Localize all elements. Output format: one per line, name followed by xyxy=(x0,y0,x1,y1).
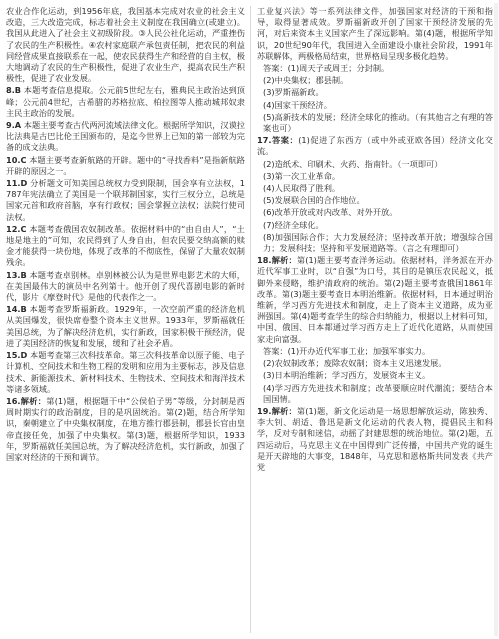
page-edge xyxy=(494,3,498,636)
answer-text xyxy=(257,75,493,86)
question-number: 9.A xyxy=(6,120,22,131)
entry-text: (4)学习西方先进技术和制度；改革要顺应时代潮流；要结合本国国情。 xyxy=(263,382,493,404)
answer-text xyxy=(257,159,493,170)
answer-text xyxy=(257,195,493,206)
entry-text: 本题考查卓别林。卓别林被公认为是世界电影艺术的大师，在美国最伟大的演员中名列第十。他开创了现代喜剧电影的新时代，影片《摩登时代》是他的代表作之一。 xyxy=(6,269,245,303)
question-number: 11.D xyxy=(6,178,28,189)
answer-entry xyxy=(6,155,245,177)
entry-text: 第(1)题，根据题干中“公侯伯子男”等级，分封制是西周时期实行的政治制度，目的是巩固统治。第(2)题，结合所学知识，秦朝建立了中央集权制度，在地方推行郡县制，郡县长官由皇帝直接任免，加强了中央集权。第(3)题，根据所学知识，1933年，罗斯福就任美国总统，为了解决经济危机，实行新政，加强了国家对经济的干预和调节。 xyxy=(6,395,245,462)
answer-entry xyxy=(6,224,245,269)
answer-text xyxy=(257,87,493,98)
answer-text xyxy=(257,346,493,357)
answer-text xyxy=(257,63,493,74)
entry-text: (1)促进了东西方（或中外或亚欧各国）经济文化交流。 xyxy=(257,135,493,157)
entry-text: 第(1)题主要考查洋务运动。依据材料，洋务派在开办近代军事工业时，以“自强”为口号，其目的是镇压农民起义，抵御外来侵略，维护清政府的统治。第(2)题主要考查俄国1861年改革。第(3)题主要考查日本明治维新。依据材料，日本通过明治维新，学习西方先进技术和制度，走上了资本主义道路，成为亚洲强国。第(4)题考查学生的综合归纳能力，根据以上材料可知，中国、俄国、日本都通过学习西方走上了近代化道路，从而使国家走向富强。 xyxy=(257,255,493,344)
question-number: 15.D xyxy=(6,350,28,361)
column-divider xyxy=(250,6,251,633)
entry-text: (2)农奴制改革；废除农奴制；资本主义迅速发展。 xyxy=(263,358,447,369)
entry-text: (2)中央集权；郡县制。 xyxy=(263,75,349,86)
entry-text: 本题考查俄国农奴制改革。依据材料中的“由自由人”，“土地是地主的”可知，农民得到了人身自由，但农民要交纳高额的赎金才能获得一块份地，体现了改革的不彻底性，保留了大量农奴制残余。 xyxy=(6,223,245,268)
entry-text: 本题考查信息提取。公元前5世纪左右，雅典民主政治达到顶峰；公元前4世纪，古希腊的苏格拉底、柏拉图等人推动城邦奴隶主民主政治的发展。 xyxy=(6,85,245,118)
entry-text: 农业合作化运动，到1956年底，我国基本完成对农业的社会主义改造，三大改造完成，标志着社会主义制度在我国确立(或建立)。我国从此进入了社会主义初级阶段。③人民公社化运动，严重挫伤了农民的生产积极性。④农村家庭联产承包责任制，把农民的利益同经营成果直接联系在一起，使农民获得生产和经营的自主权，极大地调动了农民的生产积极性，促进了农业生产，提高农民生产积极性，促进了农业发展。 xyxy=(6,6,245,84)
section-label: 解析： xyxy=(271,405,297,416)
answer-text xyxy=(257,358,493,369)
answer-text xyxy=(257,370,493,381)
answer-entry xyxy=(6,120,245,154)
entry-text: (5)发展联合国的合作地位。 xyxy=(263,195,365,206)
answer-text xyxy=(6,6,245,84)
answer-text xyxy=(257,207,493,218)
answer-entry xyxy=(6,304,245,349)
entry-text: 答案：(1)周天子或周王；分封制。 xyxy=(263,63,390,74)
answer-entry xyxy=(257,255,493,345)
entry-text: (3)第一次工业革命。 xyxy=(263,170,341,181)
question-number: 8.B xyxy=(6,85,22,96)
entry-text: (3)日本明治维新；学习西方，发展资本主义。 xyxy=(263,370,431,381)
answer-entry xyxy=(257,135,493,157)
section-label: 答案： xyxy=(271,135,299,146)
answer-text xyxy=(257,232,493,254)
section-label: 解析： xyxy=(271,255,297,266)
question-number: 14.B xyxy=(6,304,27,315)
answer-entry xyxy=(6,85,245,119)
entry-text: (6)改革开放或对内改革、对外开放。 xyxy=(263,207,398,218)
answer-text xyxy=(257,383,493,405)
question-number: 16. xyxy=(6,395,21,406)
entry-text: 工业复兴法》等一系列法律文件，加强国家对经济的干预和指导，取得显著成效。罗斯福新政开创了国家干预经济发展的先河，对后来资本主义国家产生了深远影响。第(4)题，根据所学知识，20世纪90年代，我国进入全面建设小康社会阶段，1991年苏联解体，两极格局结束，世界格局呈现多极化趋势。 xyxy=(257,6,493,61)
question-number: 18. xyxy=(257,255,272,266)
entry-text: 本题考查罗斯福新政。1929年，一次空前严重的经济危机从美国爆发，很快席卷整个资本主义世界。1933年，罗斯福就任美国总统，为了解决经济危机，实行新政，国家积极干预经济，促进了美国经济的恢复和发展，缓和了社会矛盾。 xyxy=(6,304,245,348)
entry-text: (5)高新技术的发展；经济全球化的推动。（有其他言之有理的答案也可） xyxy=(263,111,493,134)
entry-text: 分析题文可知美国总统权力受到限制，国会享有立法权，1787年宪法确立了美国是一个联邦制国家，实行三权分立，总统是国家元首和政府首脑，享有行政权；国会掌握立法权；法院行使司法权。 xyxy=(6,178,245,222)
answer-text xyxy=(257,100,493,111)
entry-text: (4)人民取得了胜利。 xyxy=(263,183,341,194)
answer-text xyxy=(257,112,493,134)
entry-text: 第(1)题，新文化运动是一场思想解放运动，陈独秀、李大钊、胡适、鲁迅是新文化运动的代表人物，提倡民主和科学，反对专制和迷信，动摇了封建思想的统治地位。第(2)题，五四运动后，马克思主义在中国得到广泛传播，中国共产党的诞生是开天辟地的大事变，1848年，马克思和恩格斯共同发表《共产党 xyxy=(257,405,493,472)
entry-text: 答案：(1)开办近代军事工业；加强军事实力。 xyxy=(263,345,431,356)
entry-text: (3)罗斯福新政。 xyxy=(263,87,324,98)
entry-text: 本题主要考查古代两河流域法律文化。根据所学知识，汉谟拉比法典是古巴比伦王国颁布的，是迄今世界上已知的第一部较为完备的成文法典。 xyxy=(6,120,245,153)
entry-text: (7)经济全球化。 xyxy=(263,219,324,230)
answer-text xyxy=(257,6,493,62)
answer-text xyxy=(257,220,493,231)
entry-text: (2)造纸术、印刷术、火药、指南针。（一项即可） xyxy=(263,158,443,169)
entry-text: (8)加强国际合作；大力发展经济；坚持改革开放；增强综合国力；发展科技；坚持和平发展道路等。（言之有理即可） xyxy=(263,231,493,254)
entry-text: (4)国家干预经济。 xyxy=(263,99,332,110)
answer-text xyxy=(257,171,493,182)
answer-entry xyxy=(6,396,245,463)
entry-text: 本题考查第三次科技革命。第三次科技革命以原子能、电子计算机、空间技术和生物工程的发明和应用为主要标志，涉及信息技术、新能源技术、新材料技术、生物技术、空间技术和海洋技术等诸多领域。 xyxy=(6,350,245,394)
question-number: 10.C xyxy=(6,154,27,165)
answer-entry xyxy=(6,270,245,304)
answer-entry xyxy=(257,406,493,473)
answer-entry xyxy=(6,350,245,395)
left-column xyxy=(6,5,245,635)
question-number: 19. xyxy=(257,405,272,416)
section-label: 解析： xyxy=(20,395,47,406)
question-number: 12.C xyxy=(6,223,27,234)
right-column xyxy=(257,5,493,635)
entry-text: 本题主要考查新航路的开辟。题中的“寻找香料”是指新航路开辟的原因之一。 xyxy=(6,154,245,176)
answer-entry xyxy=(6,178,245,223)
answer-text xyxy=(257,183,493,194)
question-number: 13.B xyxy=(6,269,27,280)
question-number: 17. xyxy=(257,135,272,146)
